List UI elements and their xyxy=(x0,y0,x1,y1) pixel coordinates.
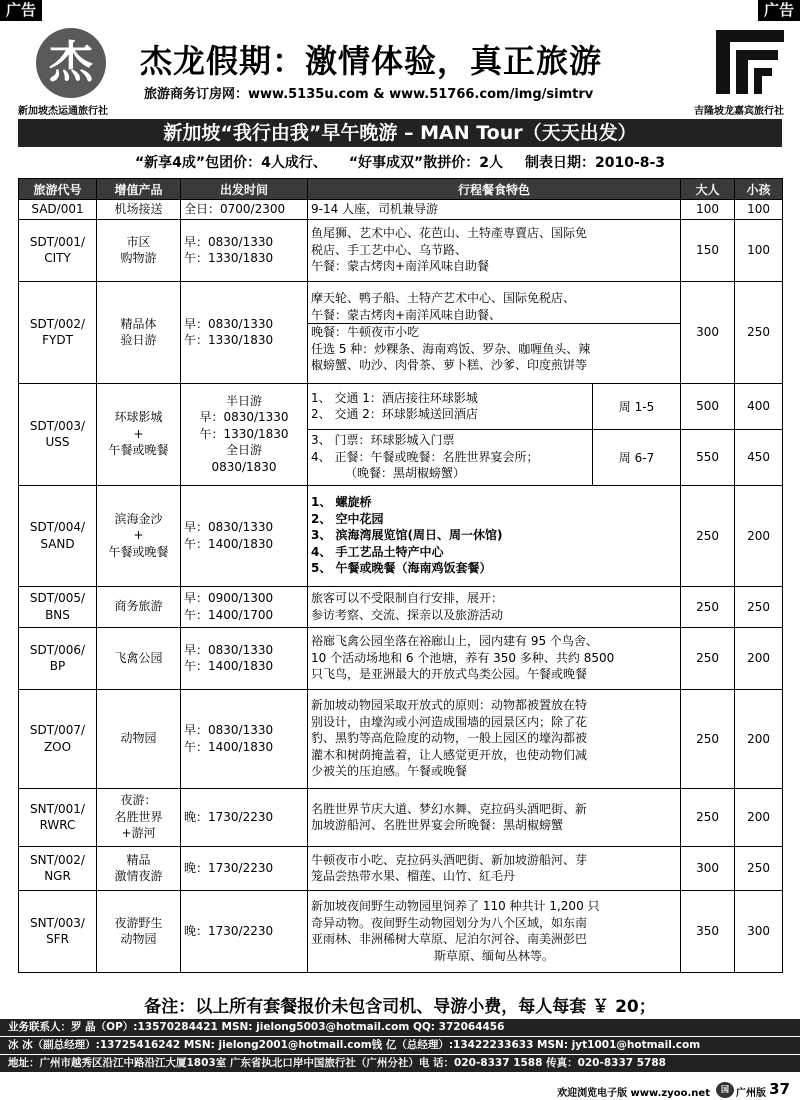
col-adult: 大人 xyxy=(681,179,735,200)
tour-time: 早：0830/1330 午：1330/1830 xyxy=(181,219,308,281)
tour-code: SAD/001 xyxy=(19,200,97,220)
tour-itinerary: 新加坡夜间野生动物园里饲养了 110 种共计 1,200 只 奇异动物。夜间野生动物园划分为八个区域，如东南 亚雨林、非洲稀树大草原、尼泊尔河谷、南美洲彭巴 斯草原、缅甸丛林等。 xyxy=(308,890,681,972)
tour-product: 夜游： 名胜世界 +游河 xyxy=(97,788,181,846)
contact-line-2: 冰 冰（副总经理）:13725416242 MSN: jielong2001@hotmail.com钱 亿（总经理）:13422233633 MSN: jyt1001@hotmail.com xyxy=(0,1037,800,1054)
tour-time: 晚：1730/2230 xyxy=(181,846,308,890)
contact-address: 地址：广州市越秀区沿江中路沿江大厦1803室 广东省执北口岸中国旅行社（广州分社）电 话：020-8337 1588 传真：020-8337 5788 xyxy=(0,1055,800,1072)
tour-code: SDT/005/ BNS xyxy=(19,586,97,627)
adult-price: 250 xyxy=(681,788,735,846)
child-price: 450 xyxy=(735,429,783,485)
company-logo: 杰 xyxy=(36,28,106,98)
table-row xyxy=(19,846,783,890)
child-price: 200 xyxy=(735,485,783,586)
tour-time: 早：0900/1300 午：1400/1700 xyxy=(181,586,308,627)
table-row xyxy=(19,200,783,220)
tour-time: 早：0830/1330 午：1330/1830 xyxy=(181,281,308,383)
child-price: 250 xyxy=(735,281,783,383)
tour-time: 早：0830/1330 午：1400/1830 xyxy=(181,627,308,689)
col-code: 旅游代号 xyxy=(19,179,97,200)
col-child: 小孩 xyxy=(735,179,783,200)
tour-product: 精品 激情夜游 xyxy=(97,846,181,890)
adult-price: 100 xyxy=(681,200,735,220)
tour-itinerary: 1、 交通 1：酒店接往环球影城 2、 交通 2：环球影城送回酒店 xyxy=(308,383,593,429)
tour-code: SDT/001/ CITY xyxy=(19,219,97,281)
tour-itinerary: 摩天轮、鸭子船、土特产艺术中心、国际免税店、 午餐：蒙古烤肉+南洋风味自助餐、 晚餐：牛顿夜市小吃 任选 5 种：炒粿条、海南鸡饭、罗杂、咖喱鱼头、辣 椒螃蟹、叻沙、肉骨茶、萝卜糕、沙爹、印度煎饼等 xyxy=(308,281,681,383)
child-price: 100 xyxy=(735,200,783,220)
partner-logo xyxy=(712,26,788,98)
adult-price: 250 xyxy=(681,485,735,586)
tour-code: SNT/002/ NGR xyxy=(19,846,97,890)
table-row xyxy=(19,281,783,383)
ad-tag-left: 广告 xyxy=(0,0,42,21)
table-date: 制表日期：2010-8-3 xyxy=(524,155,666,171)
child-price: 100 xyxy=(735,219,783,281)
tour-product: 动物园 xyxy=(97,689,181,788)
tour-product: 夜游野生 动物园 xyxy=(97,890,181,972)
tour-itinerary: 裕廊飞禽公园坐落在裕廊山上，园内建有 95 个鸟舍、 10 个活动场地和 6 个池塘，养有 350 多种、共约 8500 只飞鸟，是亚洲最大的开放式鸟类公园。午餐或晚餐 xyxy=(308,627,681,689)
table-row xyxy=(19,788,783,846)
child-price: 400 xyxy=(735,383,783,429)
table-row xyxy=(19,627,783,689)
table-header xyxy=(19,179,783,200)
table-row xyxy=(19,485,783,586)
seat-price: “好事成双”散拼价：2人 xyxy=(348,155,503,171)
adult-price: 500 xyxy=(681,383,735,429)
tour-product: 机场接送 xyxy=(97,200,181,220)
group-price: “新享4成”包团价：4人成行、 xyxy=(134,155,327,171)
right-company-name: 吉隆坡龙嘉宾旅行社 xyxy=(694,106,784,117)
child-price: 250 xyxy=(735,846,783,890)
adult-price: 150 xyxy=(681,219,735,281)
tour-code: SDT/003/ USS xyxy=(19,383,97,485)
tour-code: SDT/007/ ZOO xyxy=(19,689,97,788)
table-row xyxy=(19,890,783,972)
tour-itinerary: 新加坡动物园采取开放式的原则：动物都被置放在特 别设计，由壕沟或小河造成围墙的园景区内；除了花 豹、黑豹等高危险度的动物，一般上园区的壕沟都被 灌木和树荫掩盖着，让人感觉更开放，也使动物们减 少被关的压迫感。午餐或晚餐 xyxy=(308,689,681,788)
child-price: 200 xyxy=(735,627,783,689)
adult-price: 250 xyxy=(681,627,735,689)
table-row xyxy=(19,586,783,627)
tour-product: 环球影城 + 午餐或晚餐 xyxy=(97,383,181,485)
tour-product: 飞禽公园 xyxy=(97,627,181,689)
tour-code: SNT/001/ RWRC xyxy=(19,788,97,846)
tour-time: 早：0830/1330 午：1400/1830 xyxy=(181,485,308,586)
tour-code: SDT/002/ FYDT xyxy=(19,281,97,383)
adult-price: 300 xyxy=(681,846,735,890)
footer-site-link[interactable]: 欢迎浏览电子版 www.zyoo.net xyxy=(557,1088,710,1099)
adult-price: 350 xyxy=(681,890,735,972)
tour-time: 晚：1730/2230 xyxy=(181,890,308,972)
website-line[interactable]: 旅游商务订房网：www.5135u.com & www.51766.com/img/simtrv xyxy=(144,87,594,102)
tour-itinerary: 牛顿夜市小吃、克拉码头酒吧街、新加坡游船河、芽 笼品尝热带水果、榴莲、山竹、紅毛丹 xyxy=(308,846,681,890)
tour-itinerary: 1、 螺旋桥 2、 空中花园 3、 滨海湾展览馆(周日、周一休馆) 4、 手工艺品土特产中心 5、 午餐或晚餐（海南鸡饭套餐） xyxy=(308,485,681,586)
price-line xyxy=(20,152,780,172)
tour-product: 精品体 验日游 xyxy=(97,281,181,383)
tour-table xyxy=(18,178,783,973)
page-headline: 杰龙假期：激情体验，真正旅游 xyxy=(140,42,603,80)
col-product: 增值产品 xyxy=(97,179,181,200)
table-row xyxy=(19,383,783,429)
tour-itinerary: 旅客可以不受限制自行安排，展开： 参访考察、交流、探亲以及旅游活动 xyxy=(308,586,681,627)
tour-itinerary: 名胜世界节庆大道、梦幻水舞、克拉码头酒吧街、新 加坡游船河、名胜世界宴会所晚餐：黑胡椒螃蟹 xyxy=(308,788,681,846)
col-time: 出发时间 xyxy=(181,179,308,200)
child-price: 200 xyxy=(735,689,783,788)
child-price: 300 xyxy=(735,890,783,972)
tour-product: 商务旅游 xyxy=(97,586,181,627)
tour-itinerary: 3、 门票：环球影城入门票 4、 正餐：午餐或晚餐：名胜世界宴会所； （晚餐：黑胡椒螃蟹） xyxy=(308,429,593,485)
adult-price: 550 xyxy=(681,429,735,485)
tour-itinerary: 鱼尾狮、艺术中心、花芭山、土特產専賣店、国际免 税店、手工艺中心、乌节路、 午餐：蒙古烤肉+南洋风味自助餐 xyxy=(308,219,681,281)
tour-time: 全日：0700/2300 xyxy=(181,200,308,220)
contact-line-1: 业务联系人：罗 晶（OP）:13570284421 MSN: jielong5003@hotmail.com QQ: 372064456 xyxy=(0,1019,800,1036)
tour-itinerary: 9-14 人座，司机兼导游 xyxy=(308,200,681,220)
edition-label: 广州版 xyxy=(736,1088,766,1099)
tour-product: 市区 购物游 xyxy=(97,219,181,281)
tour-time: 半日游 早：0830/1330 午：1330/1830 全日游 0830/1830 xyxy=(181,383,308,485)
table-row xyxy=(19,689,783,788)
ad-tag-right: 广告 xyxy=(758,0,800,21)
left-company-name: 新加坡杰运通旅行社 xyxy=(18,106,108,117)
tour-product: 滨海金沙 + 午餐或晚餐 xyxy=(97,485,181,586)
weekday-label: 周 1-5 xyxy=(593,383,681,429)
weekend-label: 周 6-7 xyxy=(593,429,681,485)
tour-banner: 新加坡“我行由我”早午晚游 – MAN Tour（天天出发） xyxy=(18,119,782,147)
edition-badge-icon: 国 xyxy=(716,1082,734,1098)
page-number: 37 xyxy=(769,1080,790,1098)
adult-price: 250 xyxy=(681,689,735,788)
table-row xyxy=(19,219,783,281)
tour-time: 晚：1730/2230 xyxy=(181,788,308,846)
tour-time: 早：0830/1330 午：1400/1830 xyxy=(181,689,308,788)
page-footer xyxy=(0,1080,800,1100)
tour-code: SDT/006/ BP xyxy=(19,627,97,689)
col-itinerary: 行程餐食特色 xyxy=(308,179,681,200)
child-price: 250 xyxy=(735,586,783,627)
price-note: 备注：以上所有套餐报价未包含司机、导游小费，每人每套 ￥ 20； xyxy=(144,997,656,1017)
tour-code: SNT/003/ SFR xyxy=(19,890,97,972)
tour-code: SDT/004/ SAND xyxy=(19,485,97,586)
adult-price: 250 xyxy=(681,586,735,627)
adult-price: 300 xyxy=(681,281,735,383)
child-price: 200 xyxy=(735,788,783,846)
